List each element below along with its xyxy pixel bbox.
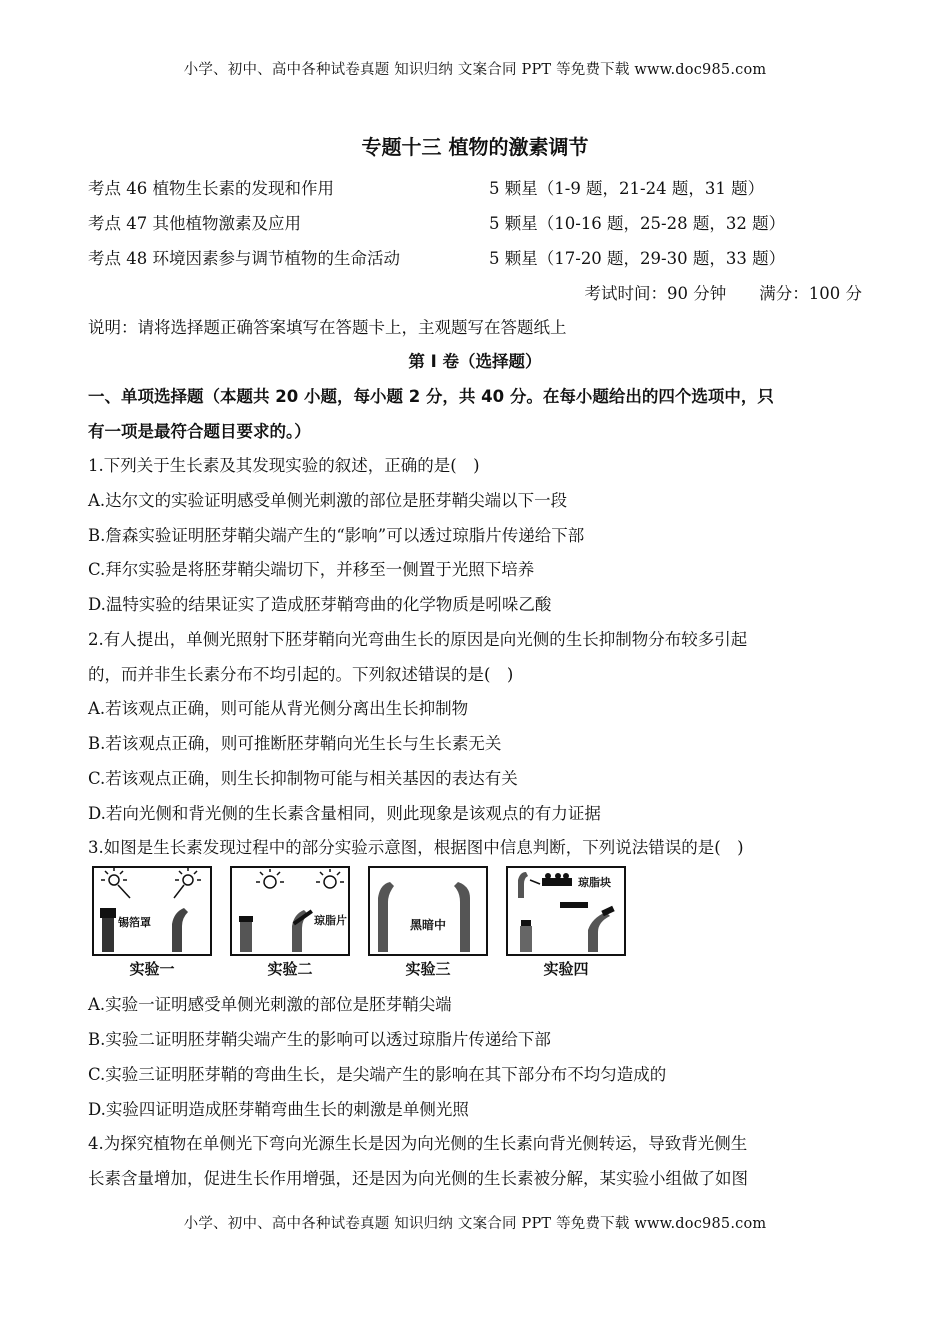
q2-option-a: A.若该观点正确，则可能从背光侧分离出生长抑制物 <box>88 699 469 718</box>
q3-option-a: A.实验一证明感受单侧光刺激的部位是胚芽鞘尖端 <box>88 995 452 1014</box>
q1-option-b: B.詹森实验证明胚芽鞘尖端产生的“影响”可以透过琼脂片传递给下部 <box>88 526 585 545</box>
experiment-4-panel <box>506 866 626 956</box>
experiment-3-drawing <box>370 868 486 954</box>
experiment-1-drawing <box>94 868 210 954</box>
q2-option-b: B.若该观点正确，则可推断胚芽鞘向光生长与生长素无关 <box>88 734 502 753</box>
experiment-1-panel <box>92 866 212 956</box>
experiment-3-panel <box>368 866 488 956</box>
q1-option-a: A.达尔文的实验证明感受单侧光刺激的部位是胚芽鞘尖端以下一段 <box>88 491 568 510</box>
experiment-3-label: 实验三 <box>405 960 451 978</box>
q4-line-2: 长素含量增加，促进生长作用增强，还是因为向光侧的生长素被分解，某实验小组做了如图 <box>88 1169 748 1188</box>
experiment-figure <box>88 866 633 981</box>
kaodian-46-name: 考点 46 植物生长素的发现和作用 <box>88 179 334 198</box>
kaodian-47-name: 考点 47 其他植物激素及应用 <box>88 214 301 233</box>
q1-option-d: D.温特实验的结果证实了造成胚芽鞘弯曲的化学物质是吲哚乙酸 <box>88 595 552 614</box>
q3-option-d: D.实验四证明造成胚芽鞘弯曲生长的刺激是单侧光照 <box>88 1100 469 1119</box>
exam-info: 考试时间：90 分钟 满分：100 分 <box>584 284 862 303</box>
experiment-2-drawing <box>232 868 348 954</box>
page-header: 小学、初中、高中各种试卷真题 知识归纳 文案合同 PPT 等免费下载 www.doc985.com <box>183 62 767 78</box>
page-title: 专题十三 植物的激素调节 <box>361 135 589 159</box>
darkness-tag: 黑暗中 <box>410 918 447 932</box>
tinfoil-cap-tag: 锡箔罩 <box>118 916 151 929</box>
q3-option-b: B.实验二证明胚芽鞘尖端产生的影响可以透过琼脂片传递给下部 <box>88 1030 551 1049</box>
q3-stem: 3.如图是生长素发现过程中的部分实验示意图，根据图中信息判断，下列说法错误的是( ) <box>88 838 744 857</box>
experiment-2-label: 实验二 <box>267 960 313 978</box>
kaodian-47-stars: 5 颗星（10-16 题，25-28 题，32 题） <box>489 214 786 233</box>
q2-stem-2: 的，而并非生长素分布不均引起的。下列叙述错误的是( ) <box>88 665 514 684</box>
kaodian-46-stars: 5 颗星（1-9 题，21-24 题，31 题） <box>489 179 765 198</box>
agar-block-tag: 琼脂块 <box>578 876 611 889</box>
section-desc-1: 一、单项选择题（本题共 20 小题，每小题 2 分，共 40 分。在每小题给出的四个选项中，只 <box>88 387 774 406</box>
page-footer: 小学、初中、高中各种试卷真题 知识归纳 文案合同 PPT 等免费下载 www.doc985.com <box>183 1216 767 1232</box>
section-title: 第 I 卷（选择题） <box>408 352 542 371</box>
q4-line-1: 4.为探究植物在单侧光下弯向光源生长是因为向光侧的生长素向背光侧转运，导致背光侧生 <box>88 1134 748 1153</box>
q1-option-c: C.拜尔实验是将胚芽鞘尖端切下，并移至一侧置于光照下培养 <box>88 560 535 579</box>
agar-sheet-tag: 琼脂片 <box>314 914 347 927</box>
experiment-2-panel <box>230 866 350 956</box>
q3-option-c: C.实验三证明胚芽鞘的弯曲生长，是尖端产生的影响在其下部分布不均匀造成的 <box>88 1065 667 1084</box>
kaodian-48-name: 考点 48 环境因素参与调节植物的生命活动 <box>88 249 400 268</box>
experiment-4-label: 实验四 <box>543 960 589 978</box>
experiment-1-label: 实验一 <box>129 960 175 978</box>
q2-option-c: C.若该观点正确，则生长抑制物可能与相关基因的表达有关 <box>88 769 518 788</box>
q1-stem: 1.下列关于生长素及其发现实验的叙述，正确的是( ) <box>88 456 480 475</box>
section-desc-2: 有一项是最符合题目要求的。） <box>88 422 311 441</box>
instruction: 说明：请将选择题正确答案填写在答题卡上，主观题写在答题纸上 <box>88 318 567 337</box>
q2-option-d: D.若向光侧和背光侧的生长素含量相同，则此现象是该观点的有力证据 <box>88 804 601 823</box>
q2-stem-1: 2.有人提出，单侧光照射下胚芽鞘向光弯曲生长的原因是向光侧的生长抑制物分布较多引起 <box>88 630 748 649</box>
kaodian-48-stars: 5 颗星（17-20 题，29-30 题，33 题） <box>489 249 786 268</box>
